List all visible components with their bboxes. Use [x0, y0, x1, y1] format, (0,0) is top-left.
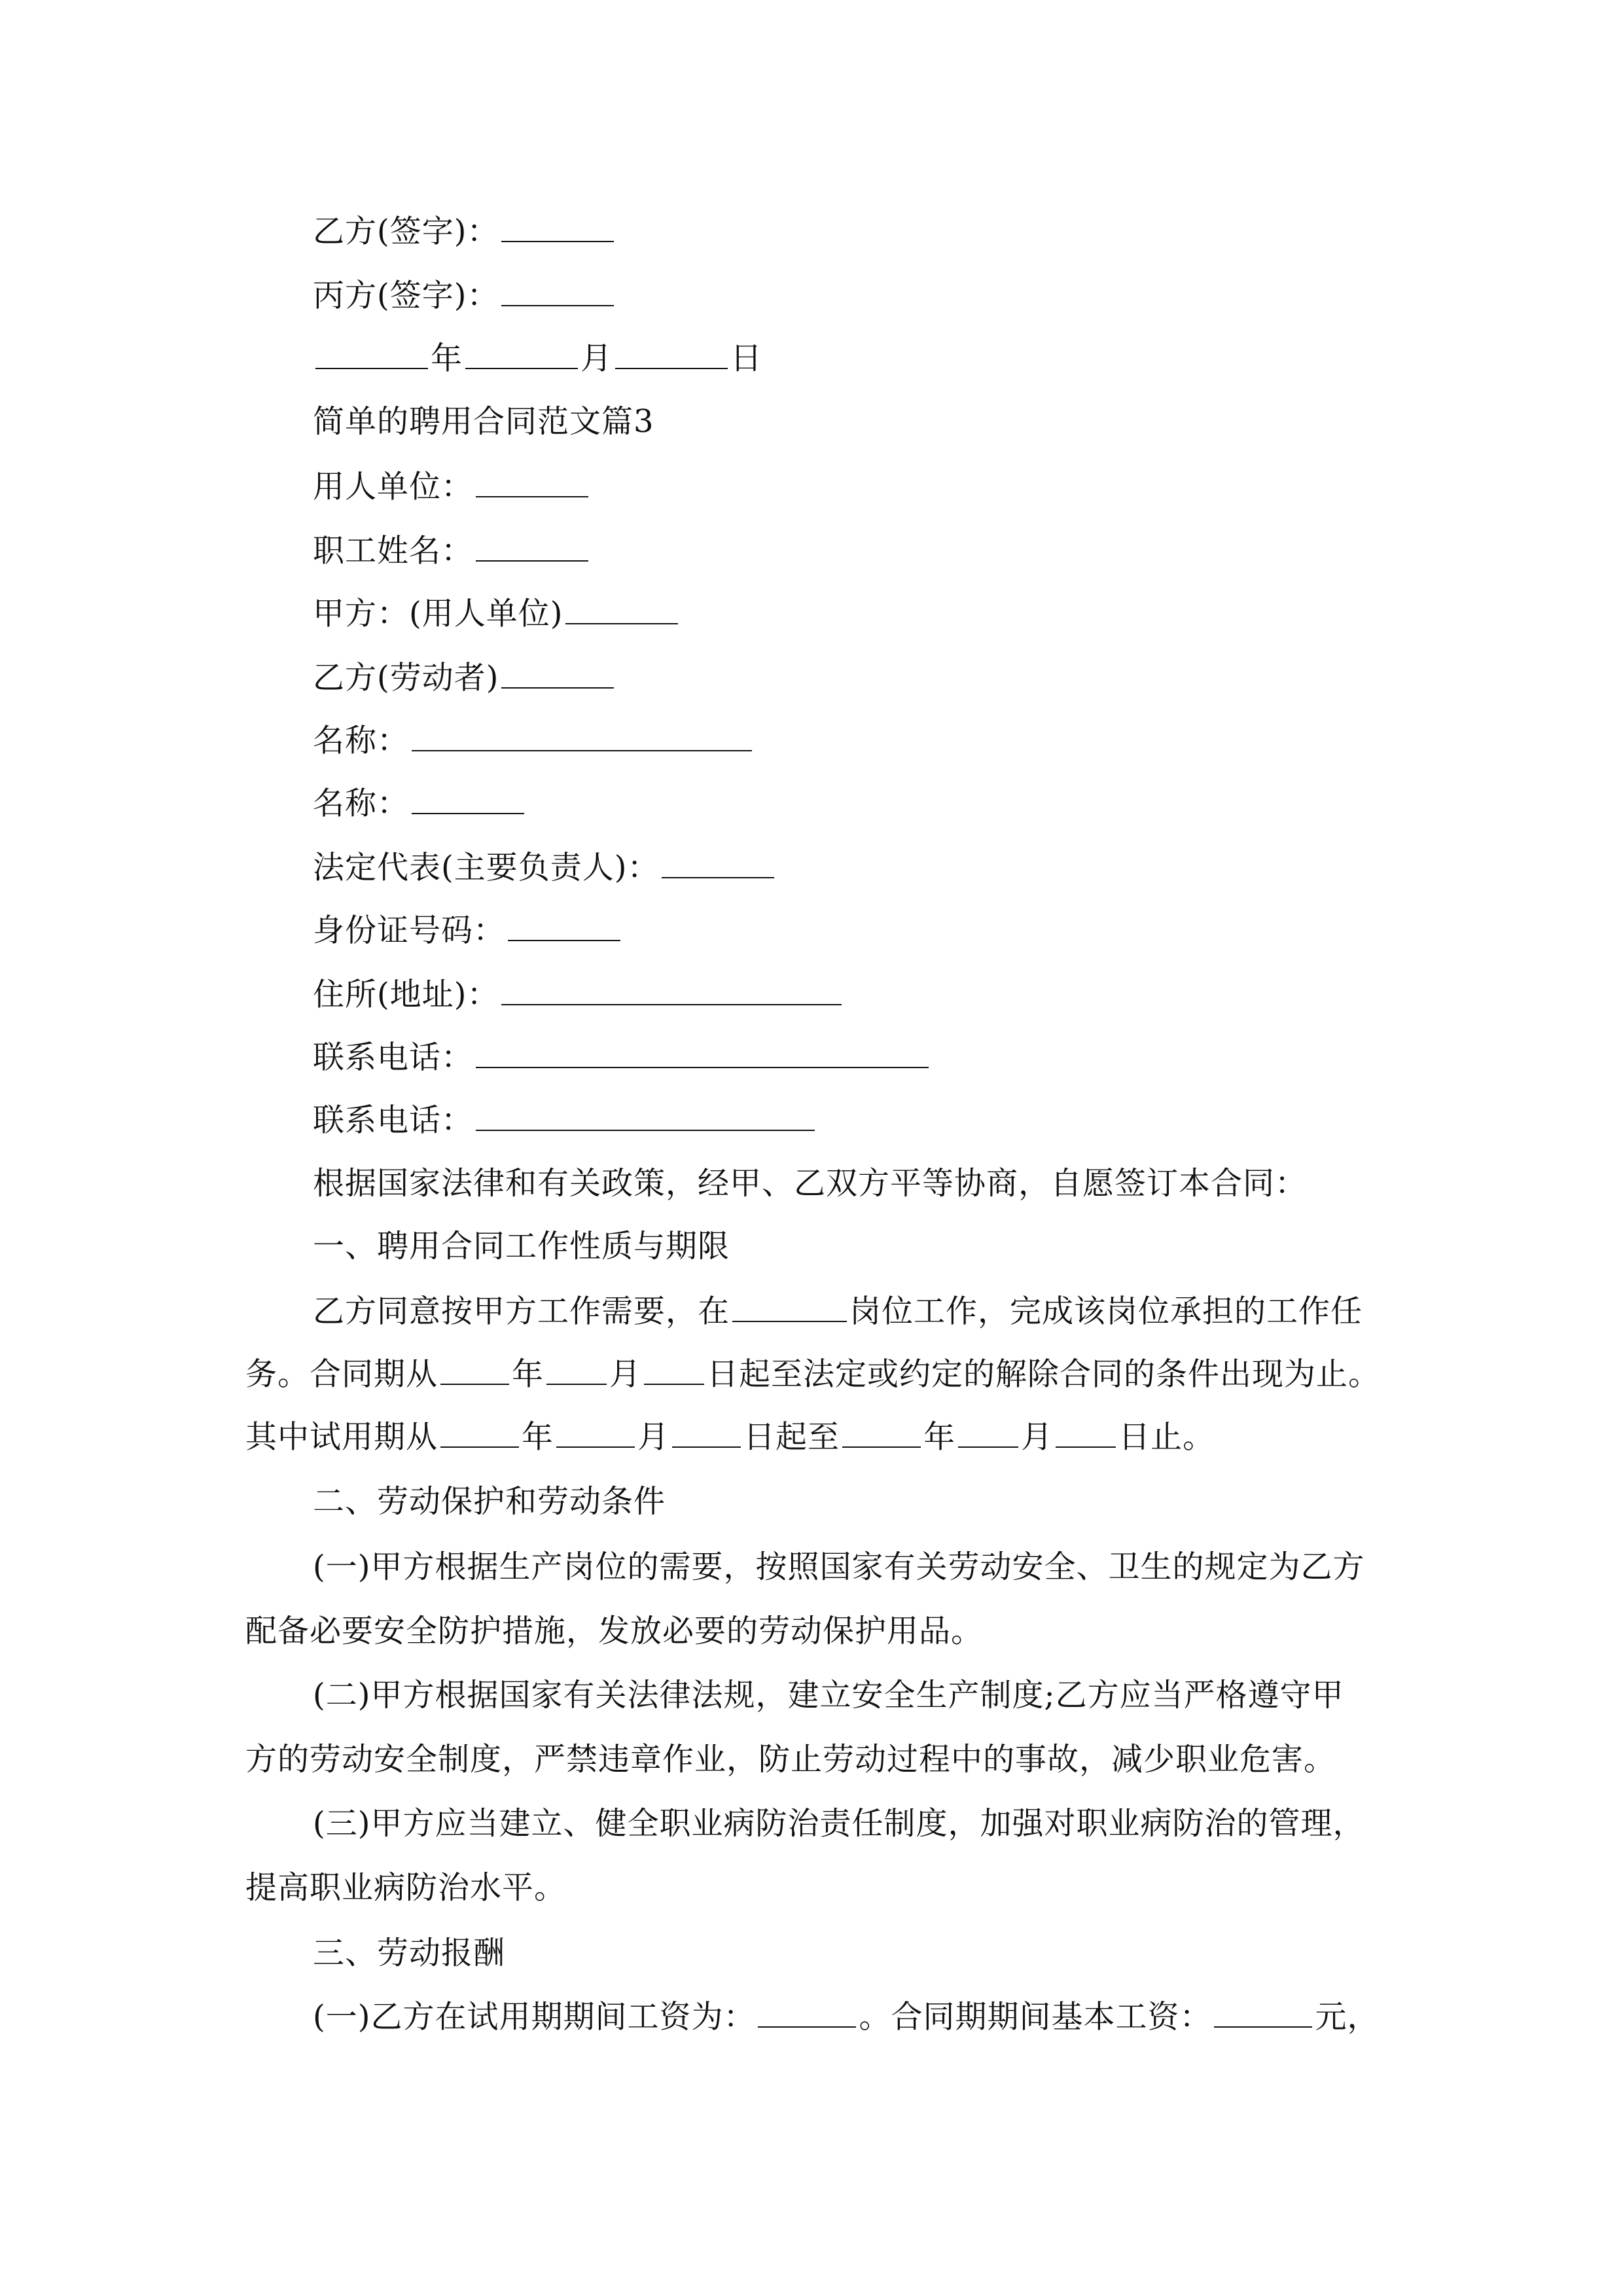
section-title: 简单的聘用合同范文篇3 [313, 403, 654, 440]
blank-field [842, 1416, 921, 1448]
paragraph-4-line-2: 提高职业病防治水平。 [245, 1869, 567, 1906]
blank-field [758, 1996, 856, 2028]
name-line-2: 名称： [313, 783, 527, 823]
blank-field [546, 1354, 607, 1385]
blank-field [476, 1037, 929, 1068]
blank-field [412, 783, 524, 814]
date-line: 年 月 日 [313, 338, 762, 378]
employee-name-line: 职工姓名： [313, 530, 591, 571]
blank-field [501, 211, 614, 242]
party-b-line: 乙方(劳动者) [313, 657, 616, 698]
heading-3: 三、劳动报酬 [313, 1935, 506, 1971]
blank-field [501, 657, 614, 689]
phone-line-2: 联系电话： [313, 1100, 817, 1140]
blank-field [672, 1416, 741, 1448]
paragraph-3-line-2: 方的劳动安全制度，严禁违章作业，防止劳动过程中的事故，减少职业危害。 [245, 1741, 1336, 1778]
name-line-1: 名称： [313, 720, 755, 761]
blank-field [412, 720, 752, 751]
id-number-line: 身份证号码： [313, 910, 623, 950]
address-line: 住所(地址)： [313, 974, 844, 1014]
heading-2: 二、劳动保护和劳动条件 [313, 1483, 666, 1520]
legal-rep-line: 法定代表(主要负责人)： [313, 847, 777, 888]
blank-field [615, 338, 728, 369]
paragraph-5-line-1: (一)乙方在试用期期间工资为： 。合同期期间基本工资： 元， [313, 1996, 1380, 2037]
blank-field [556, 1416, 635, 1448]
blank-field [732, 1291, 847, 1322]
paragraph-1-line-1: 乙方同意按甲方工作需要，在 岗位工作，完成该岗位承担的工作任 [313, 1291, 1363, 1331]
blank-field [1214, 1996, 1312, 2028]
blank-field [501, 275, 614, 306]
paragraph-1-line-2: 务。合同期从 年 月 日起至法定或约定的解除合同的条件出现为止。 [245, 1354, 1380, 1394]
paragraph-1-line-3: 其中试用期从 年 月 日起至 年 月 日止。 [245, 1416, 1215, 1457]
blank-field [476, 466, 588, 497]
phone-line-1: 联系电话： [313, 1037, 931, 1077]
party-a-line: 甲方：(用人单位) [313, 593, 681, 634]
blank-field [508, 910, 620, 941]
blank-field [440, 1354, 509, 1385]
heading-1: 一、聘用合同工作性质与期限 [313, 1228, 730, 1265]
blank-field [662, 847, 774, 878]
preamble: 根据国家法律和有关政策，经甲、乙双方平等协商，自愿签订本合同： [313, 1165, 1308, 1202]
blank-field [315, 338, 428, 369]
blank-field [501, 974, 842, 1005]
blank-field [1056, 1416, 1116, 1448]
employer-line: 用人单位： [313, 466, 591, 507]
blank-field [465, 338, 578, 369]
paragraph-2-line-1: (一)甲方根据生产岗位的需要，按照国家有关劳动安全、卫生的规定为乙方 [313, 1549, 1365, 1585]
blank-field [644, 1354, 704, 1385]
party-c-signature-line: 丙方(签字)： [313, 275, 616, 315]
party-b-signature-line: 乙方(签字)： [313, 211, 616, 251]
blank-field [440, 1416, 519, 1448]
paragraph-4-line-1: (三)甲方应当建立、健全职业病防治责任制度，加强对职业病防治的管理， [313, 1805, 1365, 1842]
blank-field [565, 593, 678, 624]
blank-field [958, 1416, 1018, 1448]
paragraph-3-line-1: (二)甲方根据国家有关法律法规，建立安全生产制度;乙方应当严格遵守甲 [313, 1677, 1344, 1713]
blank-field [476, 1100, 815, 1131]
paragraph-2-line-2: 配备必要安全防护措施，发放必要的劳动保护用品。 [245, 1613, 984, 1649]
blank-field [476, 530, 588, 562]
